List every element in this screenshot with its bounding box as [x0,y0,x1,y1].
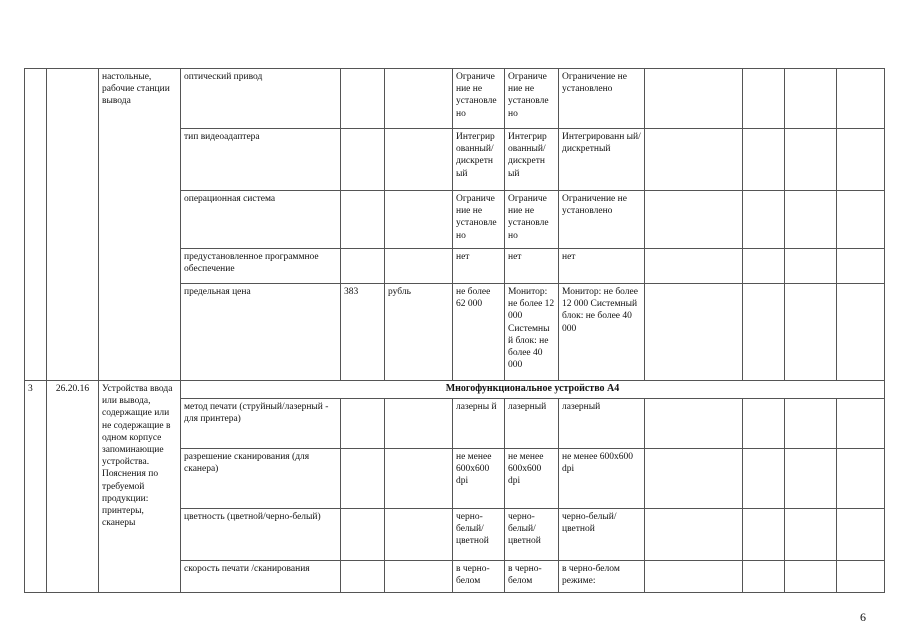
section-header: Многофункциональное устройство А4 [181,381,885,399]
value-cell: нет [505,249,559,284]
value-cell: черно-белый/ цветной [453,509,505,561]
value-cell: Ограниче ние не установле но [453,191,505,249]
value-cell: лазерный [505,399,559,449]
value-cell: черно-белый/ цветной [559,509,645,561]
characteristic-cell: тип видеоадаптера [181,129,341,191]
unit-name-cell: рубль [385,284,453,381]
value-cell: в черно-белом [505,561,559,593]
group-name-cell: Устройства ввода или вывода, содержащие или не содержащие в одном корпусе запоминающие устройства. Пояснения по требуемой продукции: принтеры, сканеры [99,381,181,593]
value-cell: Монитор: не более 12 000 Системны й блок: не более 40 000 [505,284,559,381]
value-cell: Ограничение не установлено [559,69,645,129]
value-cell: нет [453,249,505,284]
okpd-cell [47,69,99,381]
value-cell: не более 62 000 [453,284,505,381]
row-num-cell [25,69,47,381]
value-cell: Ограниче ние не установле но [505,191,559,249]
value-cell: в черно-белом режиме: [559,561,645,593]
value-cell: Интегрир ованный/ дискретн ый [505,129,559,191]
value-cell: не менее 600x600 dpi [559,449,645,509]
okpd-cell: 26.20.16 [47,381,99,593]
value-cell: Ограниче ние не установле но [453,69,505,129]
unit-code-cell: 383 [341,284,385,381]
value-cell: Ограничение не установлено [559,191,645,249]
table-row [25,381,885,399]
characteristic-cell: разрешение сканирования (для сканера) [181,449,341,509]
characteristic-cell: предельная цена [181,284,341,381]
value-cell: нет [559,249,645,284]
characteristic-cell: метод печати (струйный/лазерный - для принтера) [181,399,341,449]
group-name-cell: настольные, рабочие станции вывода [99,69,181,381]
value-cell: Ограниче ние не установле но [505,69,559,129]
characteristic-cell: предустановленное программное обеспечение [181,249,341,284]
characteristic-cell: оптический привод [181,69,341,129]
characteristic-cell: операционная система [181,191,341,249]
value-cell: не менее 600x600 dpi [505,449,559,509]
characteristic-cell: скорость печати /сканирования [181,561,341,593]
value-cell: Интегрированн ый/дискретный [559,129,645,191]
unit-code-cell [341,69,385,129]
value-cell: не менее 600x600 dpi [453,449,505,509]
value-cell: в черно-белом [453,561,505,593]
value-cell: лазерный [559,399,645,449]
value-cell: лазерны й [453,399,505,449]
page-number: 6 [860,610,866,624]
table-row [25,69,885,129]
row-num-cell: 3 [25,381,47,593]
value-cell: Интегрир ованный/ дискретн ый [453,129,505,191]
characteristic-cell: цветность (цветной/черно-белый) [181,509,341,561]
value-cell: черно-белый/ цветной [505,509,559,561]
value-cell: Монитор: не более 12 000 Системный блок: не более 40 000 [559,284,645,381]
unit-name-cell [385,69,453,129]
specification-table [24,68,885,593]
